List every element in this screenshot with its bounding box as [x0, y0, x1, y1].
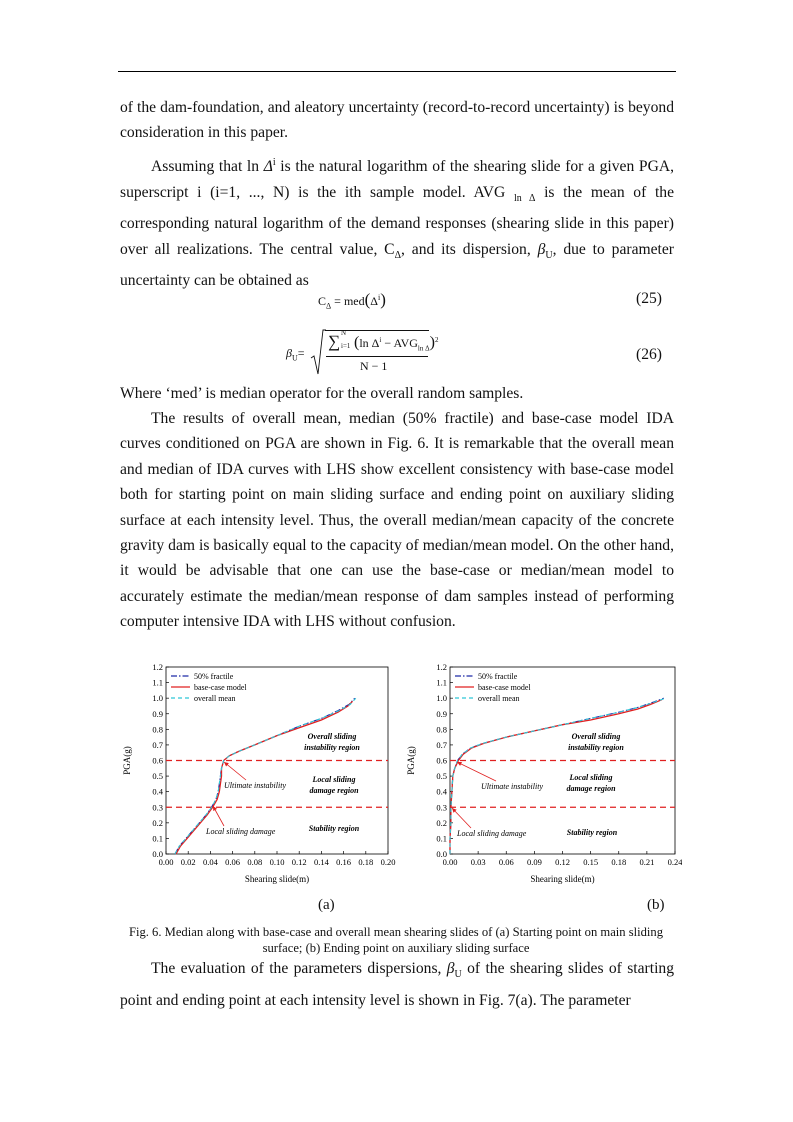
legend-label: 50% fractile [478, 672, 518, 681]
x-tick-label: 0.09 [526, 857, 542, 867]
legend-label: overall mean [478, 694, 520, 703]
legend-label: base-case model [478, 683, 531, 692]
region-label: damage region [566, 784, 616, 793]
x-tick-label: 0.06 [225, 857, 241, 867]
p5-text-b: of the shearing slides of starting point and ending point at each intensity level is shown in Fig. 7(a). The parameter [120, 960, 674, 1009]
region-label: damage region [309, 786, 359, 795]
y-tick-label: 1.0 [436, 693, 447, 704]
paragraph-2 [120, 150, 674, 293]
p2-text-b: is the natural logarithm of the shearing slide for a given PGA, superscript i (i=1, ..., N) is the ith sample model. AVG [120, 158, 674, 201]
equation-26: $\beta_U=$ ∑ N i=1 (ln $\Delta^i - AVG_{ln \Delta})^2$ N − 1 [286, 328, 446, 380]
y-tick-label: 0.8 [152, 724, 163, 735]
eq25-rhs: = med [331, 294, 365, 308]
legend-label: overall mean [194, 694, 236, 703]
x-tick-label: 0.08 [247, 857, 263, 867]
paragraph-3: Where ‘med’ is median operator for the overall random samples. [120, 385, 524, 402]
p2-sub2: Δ [394, 249, 402, 261]
eq26-power: 2 [434, 336, 439, 344]
region-label: Stability region [308, 824, 360, 833]
p2-sub: ln Δ [513, 192, 536, 204]
y-tick-label: 0.2 [436, 817, 447, 828]
annotation-label: Ultimate instability [481, 782, 543, 791]
region-label: Stability region [566, 828, 618, 837]
y-tick-label: 0.6 [152, 755, 163, 766]
y-tick-label: 1.2 [436, 662, 447, 672]
y-tick-label: 0.7 [436, 739, 447, 750]
eq26-lhs: β [286, 346, 292, 360]
equation-25: $C_\Delta = med(\Delta^i)$ [318, 290, 386, 311]
paragraph-4: The results of overall mean, median (50% fractile) and base-case model IDA curves conditioned on PGA are shown in Fig. 6. It is remarkable that the overall mean and median of IDA curves with LHS show excellent consistency with base-case model both for starting point on main sliding surface and ending point on auxiliary sliding surface at each intensity level. Thus, the overall median/mean capacity of the concrete gravity dam is basically equal to the capacity of median/mean model. On the other hand, it would be advisable that one can use the base-case or median/mean model to accurately estimate the median/mean response of dam samples instead of performing computer intensive IDA with LHS without confusion. [120, 410, 674, 631]
p2-text-d: , and its dispersion, [401, 240, 538, 258]
p2-beta: β [537, 240, 546, 258]
annotation-arrow-line [457, 762, 496, 781]
y-axis-label: PGA(g) [406, 746, 416, 775]
region-label: instability region [304, 743, 360, 752]
x-tick-label: 0.12 [555, 857, 570, 867]
chart-b [400, 658, 682, 898]
y-tick-label: 0.6 [436, 755, 447, 766]
x-tick-label: 0.12 [291, 857, 307, 867]
y-tick-label: 0.3 [436, 802, 447, 813]
eq25-arg-sup: i [378, 293, 381, 302]
eq26-minus-avg: − AVG [381, 336, 418, 350]
x-axis-label: Shearing slide(m) [244, 874, 310, 884]
annotation-label: Ultimate instability [224, 781, 286, 790]
equation-number-25: (25) [636, 290, 662, 307]
x-tick-label: 0.18 [358, 857, 374, 867]
eq26-term: ln Δ [359, 336, 380, 350]
y-tick-label: 0.9 [152, 708, 163, 719]
x-axis-label: Shearing slide(m) [530, 874, 595, 884]
panel-label-b: (b) [647, 897, 665, 913]
panel-label-a: (a) [318, 897, 335, 913]
y-axis-label: PGA(g) [122, 746, 132, 775]
region-label: Local sliding [569, 773, 613, 782]
x-tick-label: 0.14 [313, 857, 329, 867]
eq25-arg: Δ [370, 294, 378, 308]
eq25-lhs-sub: Δ [326, 301, 332, 311]
x-tick-label: 0.03 [470, 857, 486, 867]
eq25-lhs: C [318, 294, 327, 308]
x-tick-label: 0.02 [180, 857, 196, 867]
eq26-equals: = [297, 346, 305, 360]
x-tick-label: 0.21 [639, 857, 655, 867]
y-tick-label: 0.3 [152, 802, 163, 813]
y-tick-label: 0.7 [152, 739, 163, 750]
x-tick-label: 0.20 [380, 857, 396, 867]
y-tick-label: 0.5 [152, 771, 163, 782]
eq26-sum-top: N [341, 329, 347, 337]
x-tick-label: 0.18 [611, 857, 627, 867]
legend-label: base-case model [194, 683, 247, 692]
p5-sub: U [454, 969, 462, 981]
x-tick-label: 0.06 [498, 857, 514, 867]
eq26-term-sup: i [379, 336, 382, 344]
p2-sub3: U [545, 249, 553, 261]
y-tick-label: 0.0 [152, 849, 163, 859]
header-rule [118, 71, 676, 72]
y-tick-label: 1.1 [436, 677, 447, 688]
x-tick-label: 0.15 [583, 857, 599, 867]
eq26-denominator: N − 1 [360, 359, 388, 373]
region-label: Local sliding [312, 775, 356, 784]
p5-beta: β [446, 960, 455, 977]
figure-caption: Fig. 6. Median along with base-case and overall mean shearing slides of (a) Starting point on main sliding surface; (b) Ending point on auxiliary sliding surface [128, 925, 664, 955]
region-label: Overall sliding [307, 732, 357, 741]
p5-text-a: The evaluation of the parameters dispersions, [151, 960, 447, 977]
x-tick-label: 0.16 [336, 857, 352, 867]
y-tick-label: 0.1 [436, 833, 447, 844]
x-tick-label: 0.00 [442, 857, 458, 867]
y-tick-label: 0.1 [152, 833, 163, 844]
region-label: instability region [568, 743, 624, 752]
y-tick-label: 0.4 [152, 786, 163, 797]
p2-text-a: Assuming that ln [151, 158, 264, 176]
x-tick-label: 0.04 [202, 857, 218, 867]
x-tick-label: 0.00 [158, 857, 174, 867]
eq26-lhs-sub: U [291, 353, 298, 363]
y-tick-label: 0.9 [436, 708, 447, 719]
y-tick-label: 0.2 [152, 817, 163, 828]
y-tick-label: 1.1 [152, 677, 163, 688]
p2-text-c: is the mean of the corresponding natural logarithm of the demand responses (shearing slide in this paper) over all realizations. The central value, C [120, 183, 674, 258]
p2-text-e: , due to parameter uncertainty can be obtained as [120, 240, 674, 290]
y-tick-label: 0.8 [436, 724, 447, 735]
x-tick-label: 0.10 [269, 857, 285, 867]
paragraph-5 [120, 956, 674, 1013]
annotation-label: Local sliding damage [457, 829, 527, 838]
p2-delta: Δ [263, 158, 273, 176]
sqrt-sign [310, 328, 326, 378]
equation-number-26: (26) [636, 346, 662, 363]
legend-label: 50% fractile [194, 672, 234, 681]
chart-a [116, 658, 398, 898]
y-tick-label: 1.0 [152, 693, 163, 704]
eq26-avg-sub: ln Δ [417, 344, 430, 353]
annotation-label: Local sliding damage [206, 827, 276, 836]
y-tick-label: 0.4 [436, 786, 447, 797]
x-tick-label: 0.24 [667, 857, 682, 867]
paragraph-1: of the dam-foundation, and aleatory uncertainty (record-to-record uncertainty) is beyond consideration in this paper. [120, 99, 674, 142]
region-label: Overall sliding [571, 732, 621, 741]
eq26-sum-bottom: i=1 [341, 342, 351, 350]
y-tick-label: 1.2 [152, 662, 163, 672]
y-tick-label: 0.5 [436, 771, 447, 782]
y-tick-label: 0.0 [436, 849, 447, 859]
p2-sup: i [272, 157, 276, 168]
